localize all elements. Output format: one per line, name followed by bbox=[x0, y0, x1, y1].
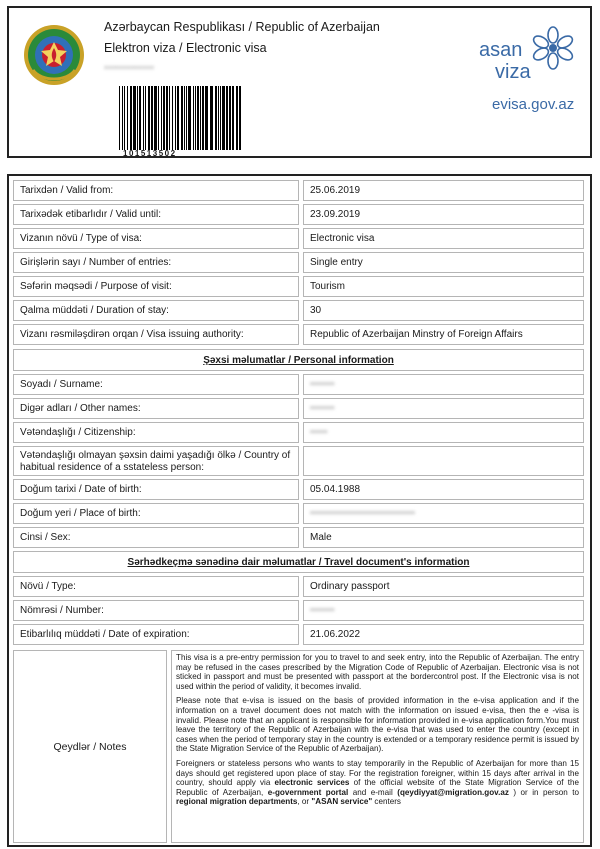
barcode-bar bbox=[175, 86, 176, 150]
barcode-bar bbox=[186, 86, 187, 150]
doc-type-label: Növü / Type: bbox=[13, 576, 299, 597]
doc-expiration-label: Etibarlılıq müddəti / Date of expiration: bbox=[13, 624, 299, 645]
notes-p3-text-g: ) or in person to bbox=[508, 787, 579, 797]
other-names-value: ••••••• bbox=[310, 403, 335, 414]
notes-p3-text-i: , or bbox=[297, 797, 312, 807]
e-government-portal-link[interactable]: e-government portal bbox=[267, 787, 349, 797]
entries-label: Girişlərin sayı / Number of entries: bbox=[13, 252, 299, 273]
surname-value: ••••••• bbox=[310, 379, 335, 390]
barcode-bar bbox=[181, 86, 183, 150]
birth-date-label: Doğum tarixi / Date of birth: bbox=[13, 479, 299, 500]
barcode-bar bbox=[172, 86, 173, 150]
valid-until-label: Tarixədək etibarlıdır / Valid until: bbox=[13, 204, 299, 225]
surname-value-cell bbox=[303, 374, 584, 395]
barcode-bar bbox=[148, 86, 150, 150]
snowflake-icon bbox=[532, 27, 575, 69]
electronic-services-link[interactable]: electronic services bbox=[274, 778, 350, 788]
barcode-bar bbox=[143, 86, 144, 150]
barcode-bar bbox=[193, 86, 194, 150]
azerbaijan-emblem-icon bbox=[23, 22, 85, 88]
notes-paragraph-1: This visa is a pre-entry permission for you to travel to and seek entry, into the Republic of Azerbaijan. The entry may be refused in the cases prescribed by the Migration Code of Republic of Azerbaijan. Electronic visa is not sticked in passport and must be presented with passport at the bordercontrol post. If the Electronic visa is not used within the period of validity, it becomes invalid. bbox=[176, 653, 579, 691]
barcode-bar bbox=[145, 86, 146, 150]
viza-logo-word: viza bbox=[495, 61, 531, 83]
surname-label: Soyadı / Surname: bbox=[13, 374, 299, 395]
barcode-bar bbox=[133, 86, 136, 150]
barcode-bar bbox=[166, 86, 168, 150]
other-names-label: Digər adları / Other names: bbox=[13, 398, 299, 419]
barcode-bar bbox=[177, 86, 179, 150]
barcode-bar bbox=[151, 86, 153, 150]
barcode-bar bbox=[130, 86, 132, 150]
birth-date-value: 05.04.1988 bbox=[303, 479, 584, 500]
notes-paragraph-2: Please note that e-visa is issued on the basis of provided information in the e-visa application and if the information on a travel document does not match with the information on issued e-visa, then the e -visa is invalid. Please note that an applicant is responsible for information provided in e-visa application form.You must leave the territory of the Republic of Azerbaijan with the e-visa that was used to enter the country (except in cases when the period of temporary stay in the country is extended or a temporary residence permit is issued by the State Migration Service of the Republic of Azerbaijan). bbox=[176, 696, 579, 754]
citizenship-value-cell bbox=[303, 422, 584, 443]
barcode-bar bbox=[161, 86, 162, 150]
citizenship-label: Vətəndaşlığı / Citizenship: bbox=[13, 422, 299, 443]
birth-place-value-cell bbox=[303, 503, 584, 524]
travel-doc-heading: Sərhədkeçmə sənədinə dair məlumatlar / Travel document's information bbox=[13, 551, 584, 573]
other-names-value-cell bbox=[303, 398, 584, 419]
doc-number-value-cell bbox=[303, 600, 584, 621]
asan-service-text: "ASAN service" bbox=[311, 797, 373, 807]
barcode bbox=[119, 86, 241, 150]
barcode-bar bbox=[184, 86, 185, 150]
barcode-bar bbox=[127, 86, 128, 150]
barcode-bar bbox=[188, 86, 191, 150]
birth-place-label: Doğum yeri / Place of birth: bbox=[13, 503, 299, 524]
barcode-bar bbox=[239, 86, 241, 150]
barcode-bar bbox=[236, 86, 238, 150]
barcode-bar bbox=[158, 86, 159, 150]
notes-p3-text-k: centers bbox=[372, 797, 401, 807]
regional-migration-departments-text: regional migration departments bbox=[176, 797, 298, 807]
registration-email-link[interactable]: (qeydiyyat@migration.gov.az bbox=[397, 787, 509, 797]
barcode-bar bbox=[169, 86, 170, 150]
barcode-bar bbox=[220, 86, 221, 150]
habitual-residence-value bbox=[303, 446, 584, 476]
barcode-number: 101513502 bbox=[123, 149, 177, 158]
barcode-bar bbox=[163, 86, 165, 150]
barcode-bar bbox=[232, 86, 234, 150]
issuing-authority-value: Republic of Azerbaijan Minstry of Foreign Affairs bbox=[303, 324, 584, 345]
notes-paragraph-3 bbox=[176, 759, 579, 807]
doc-expiration-value: 21.06.2022 bbox=[303, 624, 584, 645]
doc-type-value: Ordinary passport bbox=[303, 576, 584, 597]
notes-p3-text-a: Foreigners or stateless persons who wants to stay temporarily in the Republic of Azerbaijan for more than 15 days should get registered upon place of stay. For the registration foreigner, within 15 days after arrival in the country, should apply via bbox=[176, 758, 579, 788]
sex-label: Cinsi / Sex: bbox=[13, 527, 299, 548]
barcode-bar bbox=[137, 86, 138, 150]
barcode-bar bbox=[200, 86, 201, 150]
visa-type-value: Electronic visa bbox=[303, 228, 584, 249]
valid-until-value: 23.09.2019 bbox=[303, 204, 584, 225]
notes-text bbox=[171, 650, 584, 843]
personal-info-heading: Şəxsi məlumatlar / Personal information bbox=[13, 349, 584, 371]
birth-place-value: •••••••••••••••••••••••••••••• bbox=[310, 508, 416, 519]
purpose-value: Tourism bbox=[303, 276, 584, 297]
barcode-bar bbox=[202, 86, 204, 150]
header-reference-number: ••••••••••••• bbox=[104, 62, 155, 74]
barcode-bar bbox=[197, 86, 199, 150]
barcode-bar bbox=[119, 86, 120, 150]
barcode-bar bbox=[124, 86, 125, 150]
notes-p3-text-e: and e-mail bbox=[348, 787, 398, 797]
visa-details-table bbox=[7, 174, 592, 847]
valid-from-label: Tarixdən / Valid from: bbox=[13, 180, 299, 201]
barcode-bar bbox=[139, 86, 141, 150]
notes-p3-text-c: of the official website of the State Migration Service of the Republic of Azerbaijan, bbox=[176, 778, 579, 797]
duration-label: Qalma müddəti / Duration of stay: bbox=[13, 300, 299, 321]
barcode-bar bbox=[218, 86, 219, 150]
website-link[interactable]: evisa.gov.az bbox=[492, 96, 575, 113]
visa-header bbox=[7, 6, 592, 158]
issuing-authority-label: Vizanı rəsmiləşdirən orqan / Visa issuing authority: bbox=[13, 324, 299, 345]
barcode-bar bbox=[210, 86, 213, 150]
header-document-type: Elektron viza / Electronic visa bbox=[104, 41, 267, 55]
notes-label: Qeydlər / Notes bbox=[13, 650, 167, 843]
barcode-bar bbox=[229, 86, 231, 150]
barcode-bar bbox=[226, 86, 228, 150]
duration-value: 30 bbox=[303, 300, 584, 321]
doc-number-label: Nömrəsi / Number: bbox=[13, 600, 299, 621]
citizenship-value: ••••• bbox=[310, 427, 328, 438]
valid-from-value: 25.06.2019 bbox=[303, 180, 584, 201]
barcode-bar bbox=[154, 86, 157, 150]
header-country: Azərbaycan Respublikası / Republic of Azerbaijan bbox=[104, 20, 380, 34]
purpose-label: Səfərin məqsədi / Purpose of visit: bbox=[13, 276, 299, 297]
barcode-bar bbox=[122, 86, 123, 150]
doc-number-value: ••••••• bbox=[310, 605, 335, 616]
sex-value: Male bbox=[303, 527, 584, 548]
barcode-bar bbox=[222, 86, 225, 150]
asan-viza-logo bbox=[475, 24, 575, 84]
visa-type-label: Vizanın növü / Type of visa: bbox=[13, 228, 299, 249]
habitual-residence-label: Vətəndaşlığı olmayan şəxsin daimi yaşadığı ölkə / Country of habitual residence of a sstateless person: bbox=[13, 446, 299, 476]
barcode-bar bbox=[215, 86, 217, 150]
barcode-bar bbox=[205, 86, 208, 150]
barcode-bar bbox=[195, 86, 196, 150]
entries-value: Single entry bbox=[303, 252, 584, 273]
asan-logo-word: asan bbox=[479, 39, 523, 61]
